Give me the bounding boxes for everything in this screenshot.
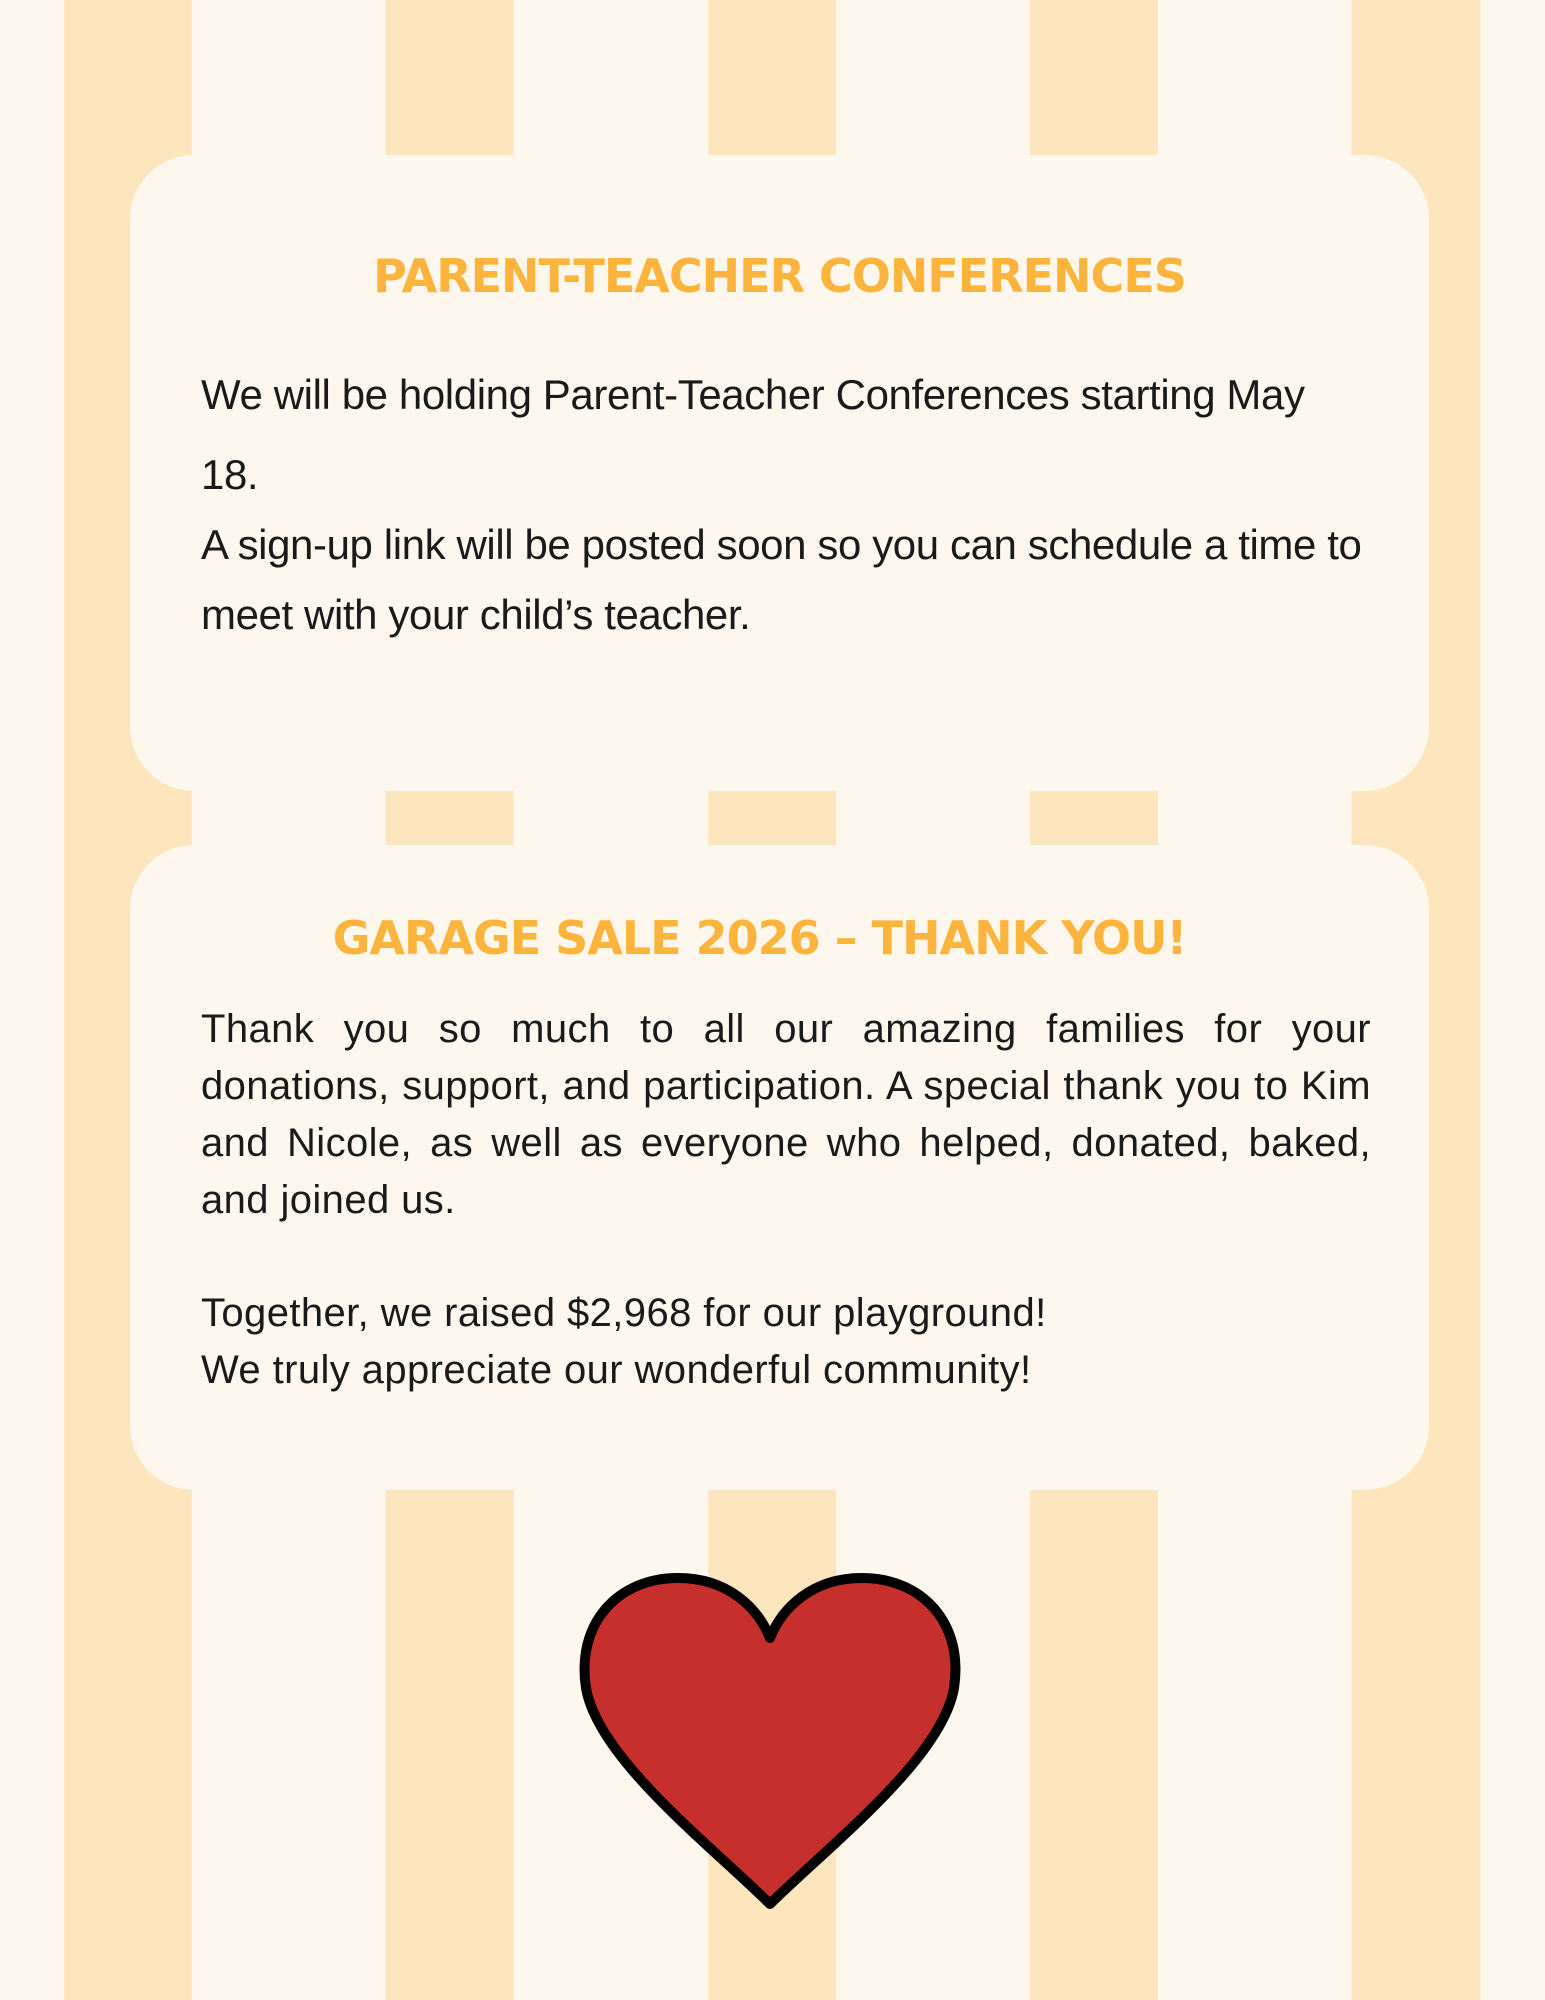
garage-sale-card [130, 845, 1429, 1490]
garage-sale-title: GARAGE SALE 2026 – THANK YOU! [332, 911, 1187, 965]
conferences-paragraph-2: A sign-up link will be posted soon so you can schedule a time to meet with your child’s teacher. [201, 521, 1362, 638]
garage-sale-raised-line: Together, we raised $2,968 for our playground! [201, 1291, 1047, 1335]
garage-sale-body [201, 1001, 1371, 1399]
heart-icon [578, 1568, 962, 1916]
paragraph-spacer [201, 1229, 1371, 1285]
garage-sale-thanks-paragraph: Thank you so much to all our amazing families for your donations, support, and participation. A special thank you to Kim and Nicole, as well as everyone who helped, donated, baked, and joined us. [201, 1007, 1371, 1222]
garage-sale-appreciation-line: We truly appreciate our wonderful community! [201, 1348, 1032, 1392]
conferences-paragraph-1: We will be holding Parent-Teacher Conferences starting May 18. [201, 371, 1305, 498]
conferences-body [201, 355, 1371, 650]
conferences-card [130, 155, 1429, 791]
conferences-title: PARENT-TEACHER CONFERENCES [373, 249, 1186, 303]
heart-shape [585, 1578, 956, 1904]
